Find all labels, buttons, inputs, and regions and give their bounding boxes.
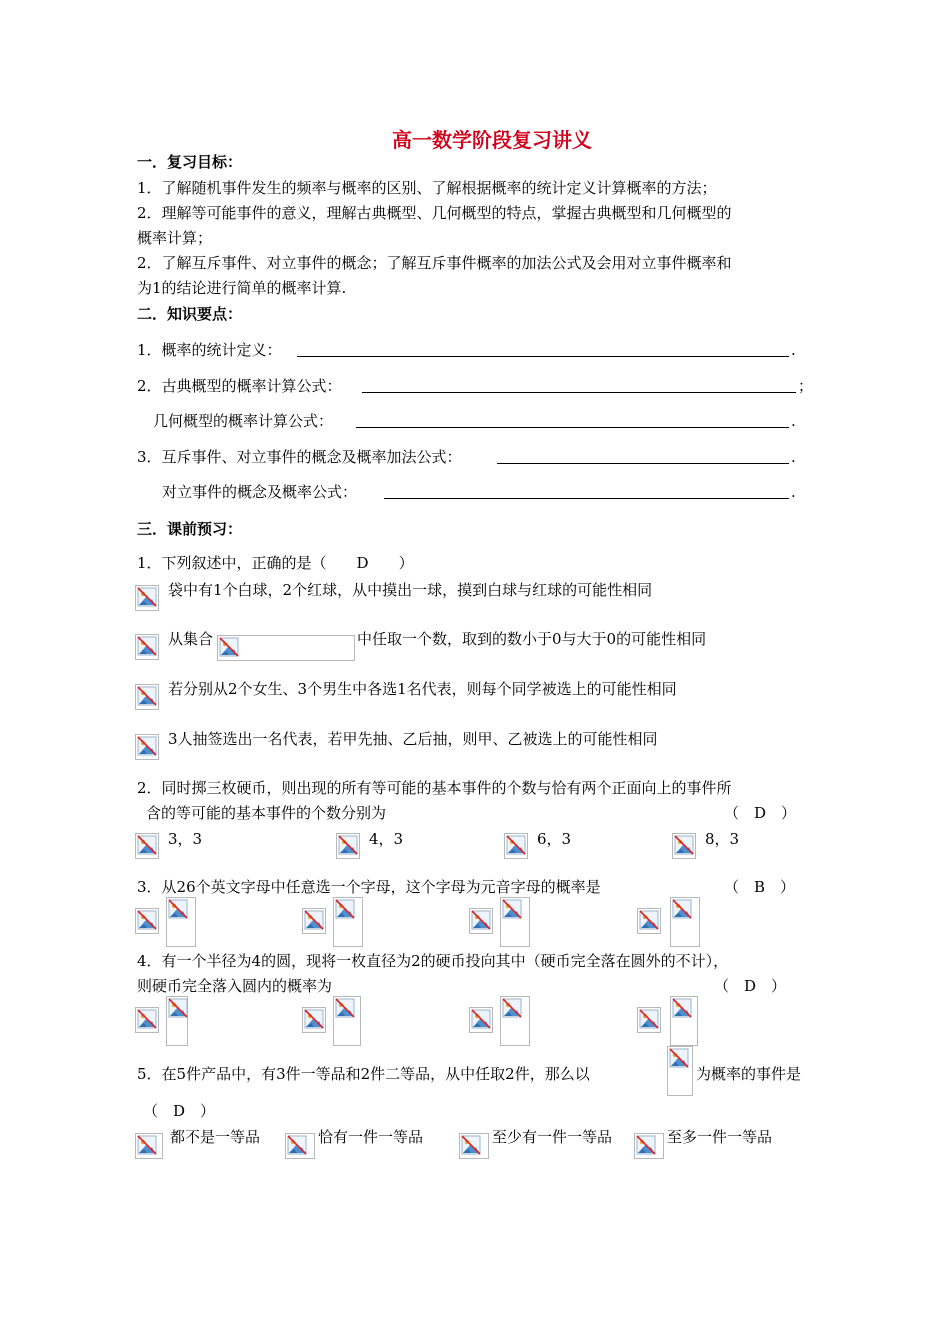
broken-image-icon bbox=[135, 684, 159, 710]
goal-line: 1．了解随机事件发生的频率与概率的区别、了解根据概率的统计定义计算概率的方法； bbox=[137, 179, 717, 197]
broken-image-icon bbox=[504, 833, 528, 859]
blank-label: 3．互斥事件、对立事件的概念及概率加法公式： bbox=[137, 448, 462, 466]
question-stem: 则硬币完全落入圆内的概率为 bbox=[137, 977, 333, 995]
question-stem: 2．同时掷三枚硬币，则出现的所有等可能的基本事件的个数与恰有两个正面向上的事件所 bbox=[137, 779, 732, 797]
goal-line: 2．理解等可能事件的意义，理解古典概型、几何概型的特点，掌握古典概型和几何概型的 bbox=[137, 204, 732, 222]
section-heading-key-points: 二．知识要点： bbox=[137, 305, 243, 323]
broken-image-icon bbox=[285, 1133, 315, 1159]
blank-line bbox=[362, 392, 796, 393]
goal-line: 2．了解互斥事件、对立事件的概念；了解互斥事件概率的加法公式及会用对立事件概率和 bbox=[137, 254, 732, 272]
broken-image-icon bbox=[217, 635, 355, 661]
answer: （ D ） bbox=[714, 977, 787, 995]
broken-image-icon bbox=[670, 996, 698, 1046]
question-stem: 含的等可能的基本事件的个数分别为 bbox=[146, 804, 387, 822]
broken-image-icon bbox=[469, 1007, 493, 1033]
option-text: 中任取一个数，取到的数小于0与大于0的可能性相同 bbox=[357, 630, 707, 648]
option-text: 8，3 bbox=[705, 830, 740, 848]
option-text: 至多一件一等品 bbox=[667, 1128, 773, 1146]
broken-image-icon bbox=[135, 734, 159, 760]
blank-end: . bbox=[791, 448, 796, 466]
blank-line bbox=[356, 427, 789, 428]
broken-image-icon bbox=[135, 1133, 163, 1159]
answer: （ D ） bbox=[724, 804, 797, 822]
broken-image-icon bbox=[670, 897, 700, 947]
broken-image-icon bbox=[637, 908, 661, 934]
broken-image-icon bbox=[336, 833, 360, 859]
broken-image-icon bbox=[166, 897, 196, 947]
blank-line bbox=[497, 463, 789, 464]
blank-end: . bbox=[791, 483, 796, 501]
blank-end: . bbox=[791, 341, 796, 359]
option-text: 6，3 bbox=[537, 830, 572, 848]
answer: （ B ） bbox=[724, 878, 796, 896]
option-text: 若分别从2个女生、3个男生中各选1名代表，则每个同学被选上的可能性相同 bbox=[168, 680, 677, 698]
blank-line bbox=[297, 356, 789, 357]
broken-image-icon bbox=[302, 908, 326, 934]
blank-label: 1．概率的统计定义： bbox=[137, 341, 282, 359]
question-stem: 1．下列叙述中，正确的是（ D ） bbox=[137, 554, 414, 572]
option-text: 3人抽签选出一名代表，若甲先抽、乙后抽，则甲、乙被选上的可能性相同 bbox=[168, 730, 658, 748]
blank-label: 对立事件的概念及概率公式： bbox=[162, 483, 358, 501]
question-stem: 5．在5件产品中，有3件一等品和2件二等品，从中任取2件，那么以 bbox=[137, 1065, 590, 1083]
broken-image-icon bbox=[469, 908, 493, 934]
broken-image-icon bbox=[459, 1133, 489, 1159]
broken-image-icon bbox=[135, 585, 159, 611]
option-text: 4，3 bbox=[369, 830, 404, 848]
broken-image-icon bbox=[135, 908, 159, 934]
answer: （ D ） bbox=[143, 1102, 216, 1120]
broken-image-icon bbox=[135, 1007, 159, 1033]
section-heading-preview: 三．课前预习： bbox=[137, 520, 243, 538]
blank-end: ； bbox=[798, 377, 814, 395]
broken-image-icon bbox=[637, 1007, 661, 1033]
broken-image-icon bbox=[166, 996, 188, 1046]
goal-line: 为1的结论进行简单的概率计算. bbox=[137, 279, 347, 297]
broken-image-icon bbox=[667, 1046, 693, 1096]
question-stem: 3．从26个英文字母中任意选一个字母，这个字母为元音字母的概率是 bbox=[137, 878, 601, 896]
option-text: 3，3 bbox=[168, 830, 203, 848]
broken-image-icon bbox=[135, 833, 159, 859]
broken-image-icon bbox=[302, 1007, 326, 1033]
option-text: 袋中有1个白球，2个红球，从中摸出一球，摸到白球与红球的可能性相同 bbox=[168, 581, 653, 599]
option-text: 至少有一件一等品 bbox=[492, 1128, 613, 1146]
goal-line: 概率计算； bbox=[137, 229, 213, 247]
blank-label: 2．古典概型的概率计算公式： bbox=[137, 377, 342, 395]
blank-label: 几何概型的概率计算公式： bbox=[153, 412, 334, 430]
page-title: 高一数学阶段复习讲义 bbox=[392, 128, 592, 152]
section-heading-goals: 一．复习目标： bbox=[137, 153, 243, 171]
broken-image-icon bbox=[333, 996, 361, 1046]
blank-line bbox=[384, 498, 789, 499]
broken-image-icon bbox=[672, 833, 696, 859]
blank-end: . bbox=[791, 412, 796, 430]
broken-image-icon bbox=[500, 897, 530, 947]
broken-image-icon bbox=[333, 897, 363, 947]
broken-image-icon bbox=[500, 996, 530, 1046]
option-text: 从集合 bbox=[168, 630, 214, 648]
option-text: 都不是一等品 bbox=[170, 1128, 261, 1146]
option-text: 恰有一件一等品 bbox=[318, 1128, 424, 1146]
broken-image-icon bbox=[634, 1133, 664, 1159]
broken-image-icon bbox=[135, 634, 159, 660]
question-stem: 4．有一个半径为4的圆，现将一枚直径为2的硬币投向其中（硬币完全落在圆外的不计）， bbox=[137, 952, 729, 970]
question-stem: 为概率的事件是 bbox=[696, 1065, 802, 1083]
